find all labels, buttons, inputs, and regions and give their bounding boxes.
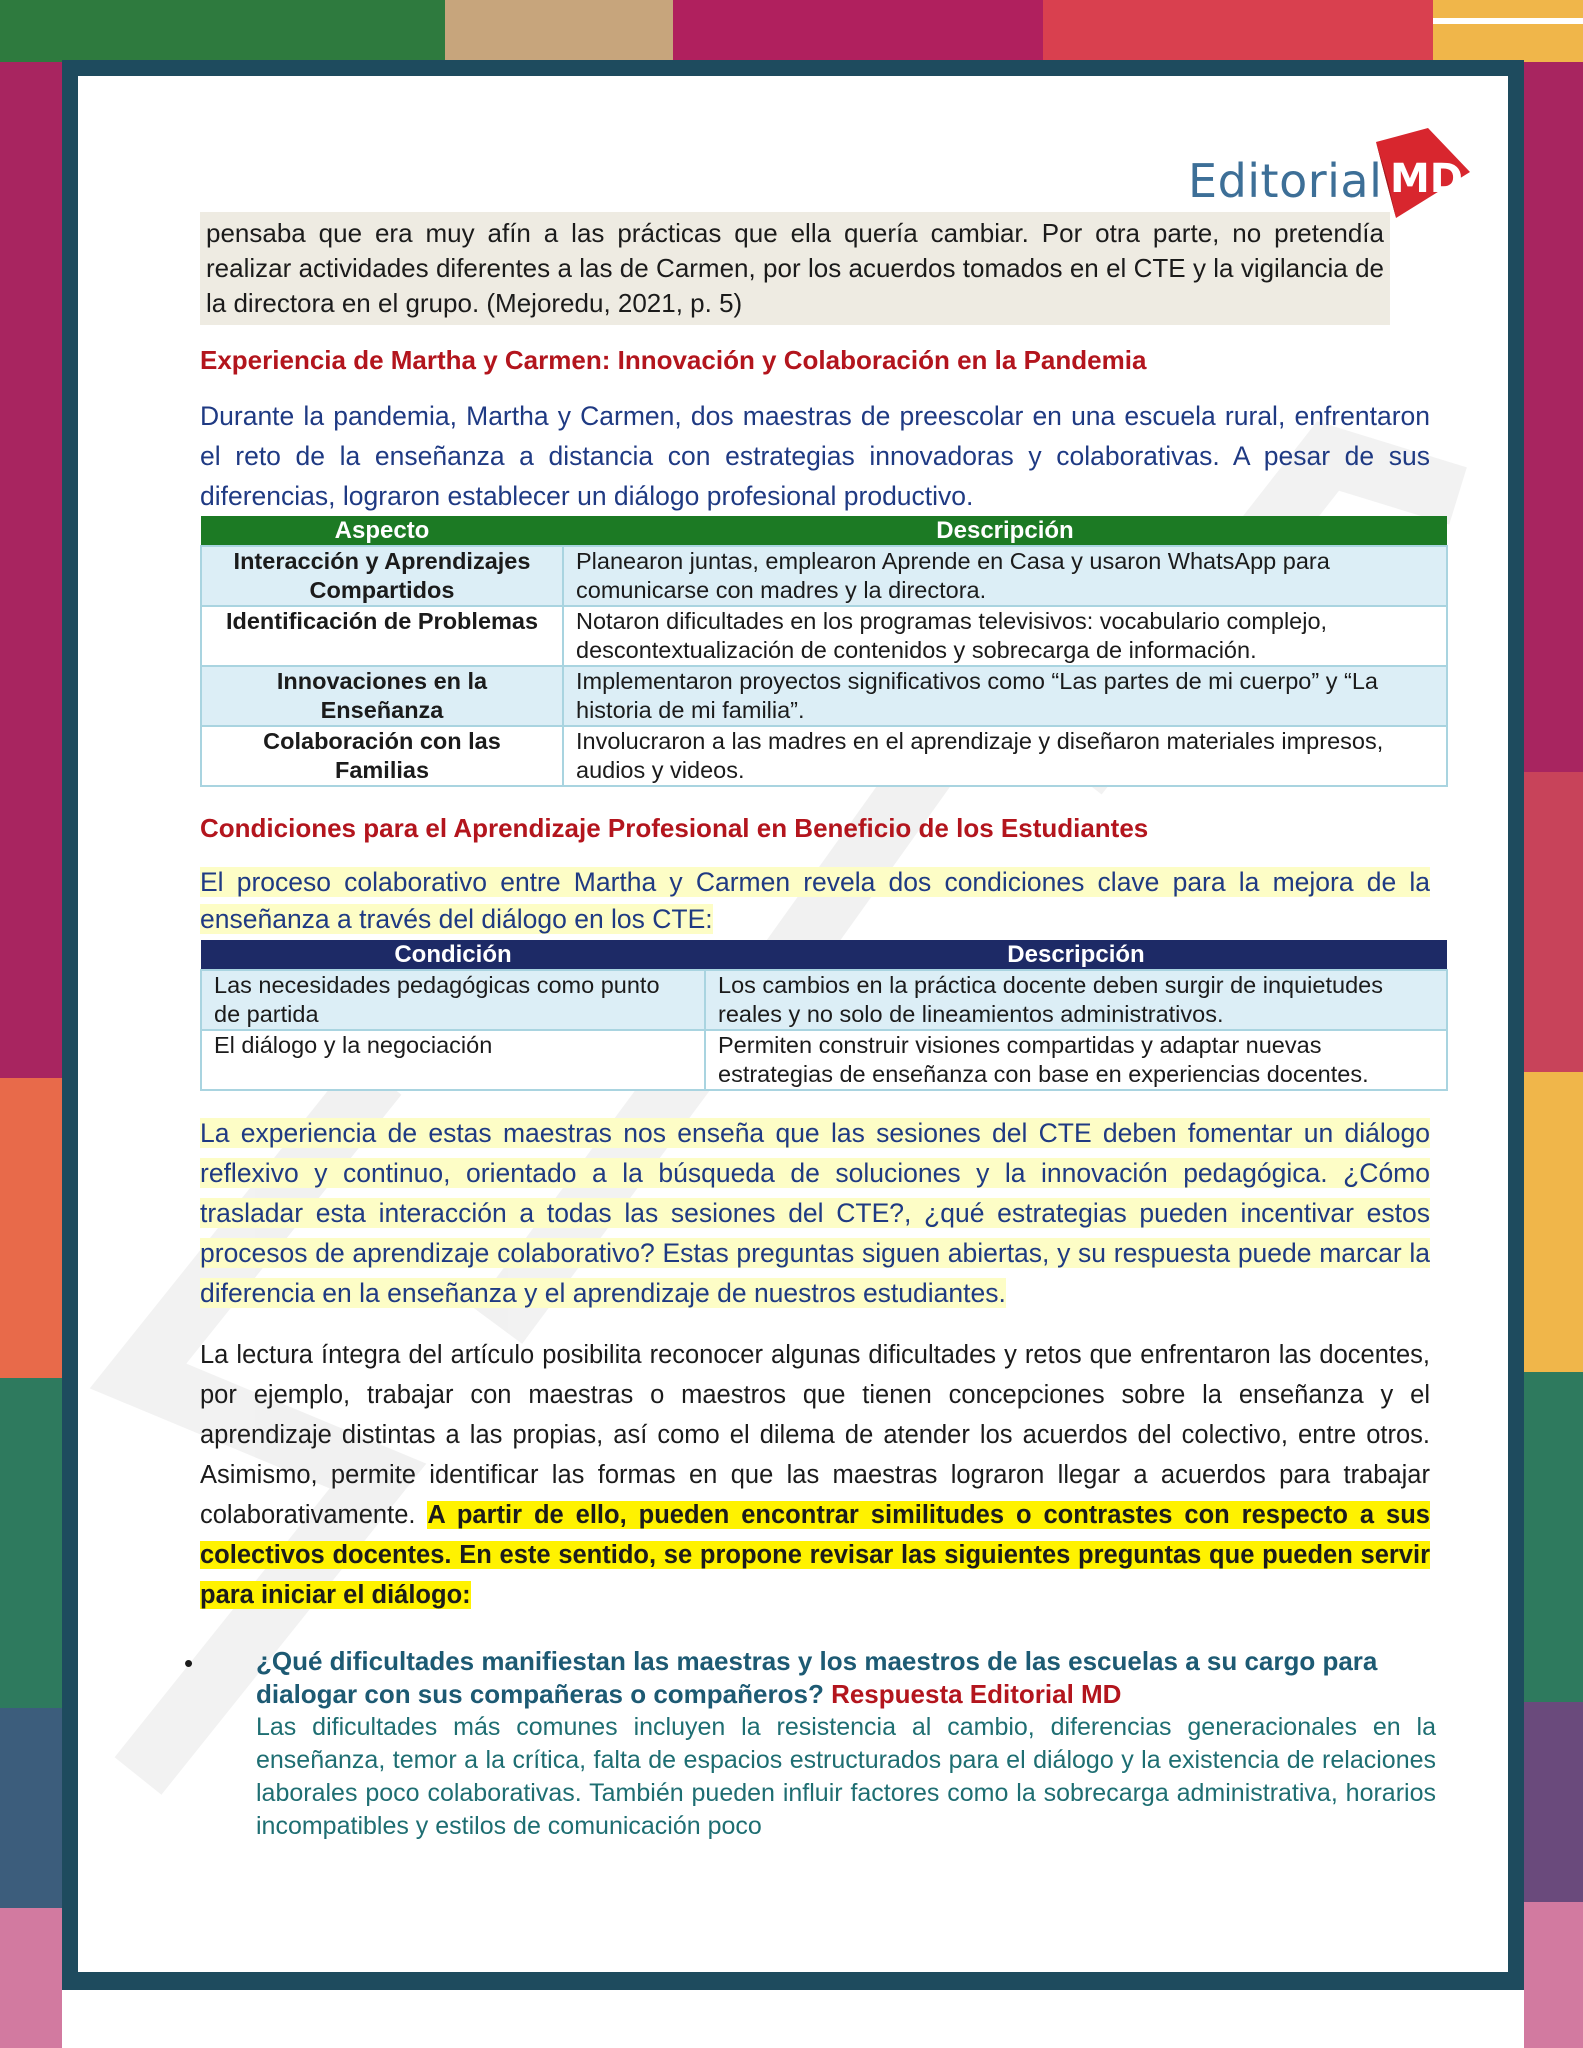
bullet-icon: • (184, 1648, 194, 1678)
answer-text: Las dificultades más comunes incluyen la resistencia al cambio, diferencias generacionales en la enseñanza, temor a la crítica, falta de espacios estructurados para el diálogo y la existencia de relaciones laborales poco colaborativas. También pueden influir factores como la sobrecarga administrativa, horarios incompatibles y estilos de comunicación poco (256, 1713, 1436, 1840)
section2-paragraph (200, 864, 1430, 938)
md-mark-icon (1358, 122, 1478, 222)
condition-cell: El diálogo y la negociación (201, 1030, 705, 1090)
table-header-descripcion: Descripción (563, 516, 1447, 546)
table-row (201, 726, 1447, 786)
question-item (184, 1645, 1436, 1843)
table-header-condicion: Condición (201, 940, 705, 970)
table-header-descripcion: Descripción (705, 940, 1447, 970)
closing-paragraph-text: La experiencia de estas maestras nos enseña que las sesiones del CTE deben fomentar un diálogo reflexivo y continuo, orientado a la búsqueda de soluciones y la innovación pedagógica. ¿Cómo trasladar esta interacción a todas las sesiones del CTE?, ¿qué estrategias pueden incentivar estos procesos de aprendizaje colaborativo? Estas preguntas siguen abiertas, y su respuesta puede marcar la diferencia en la enseñanza y el aprendizaje de nuestros estudiantes. (200, 1118, 1430, 1308)
section-title-experiencia: Experiencia de Martha y Carmen: Innovación y Colaboración en la Pandemia (200, 345, 1147, 375)
section1-paragraph: Durante la pandemia, Martha y Carmen, dos maestras de preescolar en una escuela rural, enfrentaron el reto de la enseñanza a distancia con estrategias innovadoras y colaborativas. A pesar de sus diferencias, lograron establecer un diálogo profesional productivo. (200, 401, 1430, 511)
table-row (201, 970, 1447, 1030)
description-cell: Involucraron a las madres en el aprendizaje y diseñaron materiales impresos, audios y videos. (563, 726, 1447, 786)
document-page (78, 76, 1508, 1972)
aspect-cell: Identificación de Problemas (201, 606, 563, 666)
closing-paragraph (200, 1113, 1430, 1313)
aspectos-table (200, 516, 1448, 787)
description-cell: Los cambios en la práctica docente deben surgir de inquietudes reales y no solo de lineamientos administrativos. (705, 970, 1447, 1030)
document-content (184, 212, 1460, 1843)
condiciones-table (200, 940, 1448, 1091)
section-title-condiciones: Condiciones para el Aprendizaje Profesional en Beneficio de los Estudiantes (200, 813, 1149, 843)
aspect-cell: Interacción y Aprendizajes Compartidos (201, 546, 563, 606)
aspect-cell: Colaboración con las Familias (201, 726, 563, 786)
description-cell: Notaron dificultades en los programas televisivos: vocabulario complejo, descontextualización de contenidos y sobrecarga de información. (563, 606, 1447, 666)
description-cell: Permiten construir visiones compartidas y adaptar nuevas estrategias de enseñanza con base en experiencias docentes. (705, 1030, 1447, 1090)
description-cell: Implementaron proyectos significativos como “Las partes de mi cuerpo” y “La historia de mi familia”. (563, 666, 1447, 726)
question-body: ¿Qué dificultades manifiestan las maestras y los maestros de las escuelas a su cargo para dialogar con sus compañeras o compañeros? (256, 1646, 1378, 1709)
reading-highlight-text: A partir de ello, pueden encontrar similitudes o contrastes con respecto a sus colectivos docentes. En este sentido, se propone revisar las siguientes preguntas que pueden servir para iniciar el diálogo: (200, 1501, 1430, 1609)
table-row (201, 606, 1447, 666)
svg-text:MD: MD (1390, 156, 1464, 202)
description-cell: Planearon juntas, emplearon Aprende en Casa y usaron WhatsApp para comunicarse con madres y la directora. (563, 546, 1447, 606)
table-row (201, 666, 1447, 726)
quote-block: pensaba que era muy afín a las prácticas que ella quería cambiar. Por otra parte, no pretendía realizar actividades diferentes a las de Carmen, por los acuerdos tomados en el CTE y la vigilancia de la directora en el grupo. (Mejoredu, 2021, p. 5) (200, 212, 1390, 325)
aspect-cell: Innovaciones en la Enseñanza (201, 666, 563, 726)
section2-paragraph-text: El proceso colaborativo entre Martha y Carmen revela dos condiciones clave para la mejora de la enseñanza a través del diálogo en los CTE: (200, 867, 1430, 934)
table-row (201, 546, 1447, 606)
condition-cell: Las necesidades pedagógicas como punto de partida (201, 970, 705, 1030)
logo-wordmark: Editorial (1188, 154, 1383, 208)
answer-tag: Respuesta Editorial MD (831, 1679, 1122, 1709)
reading-paragraph (200, 1335, 1430, 1615)
question-text (256, 1645, 1436, 1711)
reading-plain-text: La lectura íntegra del artículo posibilita reconocer algunas dificultades y retos que enfrentaron las docentes, por ejemplo, trabajar con maestras o maestros que tienen concepciones sobre la enseñanza y el aprendizaje distintas a las propias, así como el dilema de atender los acuerdos del colectivo, entre otros. Asimismo, permite identificar las formas en que las maestras lograron llegar a acuerdos para trabajar colaborativamente. (200, 1341, 1430, 1529)
editorial-md-logo (1188, 102, 1488, 222)
table-row (201, 1030, 1447, 1090)
table-header-aspecto: Aspecto (201, 516, 563, 546)
